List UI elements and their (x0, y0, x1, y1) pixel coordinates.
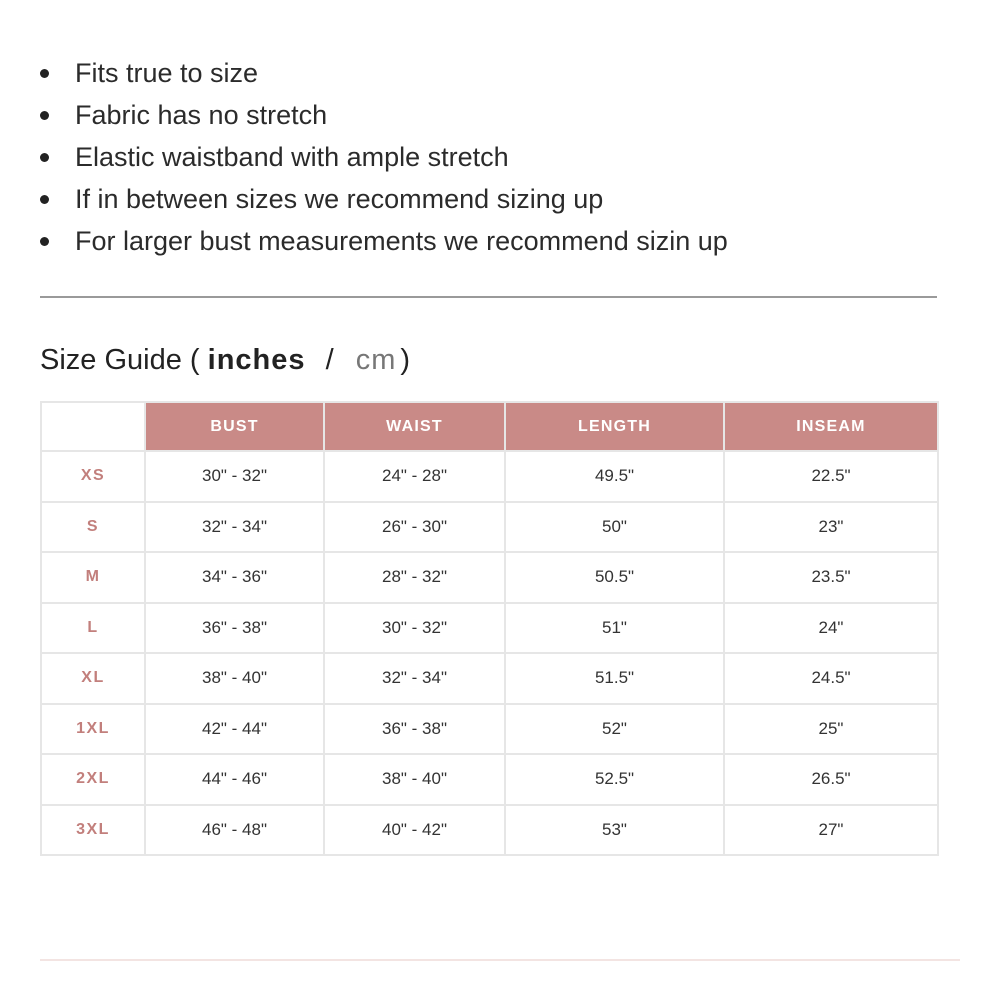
bust-cell: 38" - 40" (145, 653, 324, 704)
unit-toggle-inches[interactable]: inches (207, 344, 306, 376)
fit-note (40, 220, 728, 262)
inseam-cell: 25" (724, 704, 938, 755)
size-guide-title-text: Size Guide ( (40, 344, 200, 376)
length-cell: 52" (505, 704, 724, 755)
bust-cell: 42" - 44" (145, 704, 324, 755)
size-label: S (41, 502, 145, 553)
size-label: 1XL (41, 704, 145, 755)
inseam-cell: 24" (724, 603, 938, 654)
column-header-inseam: INSEAM (724, 402, 938, 451)
fit-note-text: Elastic waistband with ample stretch (75, 142, 509, 172)
waist-cell: 28" - 32" (324, 552, 505, 603)
bust-cell: 46" - 48" (145, 805, 324, 856)
inseam-cell: 27" (724, 805, 938, 856)
column-header-bust: BUST (145, 402, 324, 451)
inseam-cell: 24.5" (724, 653, 938, 704)
bust-cell: 36" - 38" (145, 603, 324, 654)
length-cell: 51.5" (505, 653, 724, 704)
fit-note-text: For larger bust measurements we recommend sizin up (75, 226, 728, 256)
fit-note-text: Fabric has no stretch (75, 100, 328, 130)
size-chart-table (40, 401, 939, 856)
size-label: M (41, 552, 145, 603)
section-divider (40, 296, 937, 298)
unit-toggle-cm[interactable]: cm (355, 344, 397, 376)
length-cell: 51" (505, 603, 724, 654)
bullet-icon (40, 237, 49, 246)
bullet-icon (40, 69, 49, 78)
table-row (41, 603, 938, 654)
size-label: 3XL (41, 805, 145, 856)
length-cell: 49.5" (505, 451, 724, 502)
bust-cell: 32" - 34" (145, 502, 324, 553)
waist-cell: 40" - 42" (324, 805, 505, 856)
table-row (41, 451, 938, 502)
fit-note-text: If in between sizes we recommend sizing up (75, 184, 604, 214)
bullet-icon (40, 153, 49, 162)
waist-cell: 26" - 30" (324, 502, 505, 553)
fit-note-text: Fits true to size (75, 58, 259, 88)
size-guide-title-close: ) (400, 344, 411, 376)
table-row (41, 653, 938, 704)
waist-cell: 32" - 34" (324, 653, 505, 704)
table-header-row (41, 402, 938, 451)
size-label: XS (41, 451, 145, 502)
size-guide-title (40, 340, 410, 380)
column-header-waist: WAIST (324, 402, 505, 451)
fit-notes-list (40, 52, 728, 262)
footer-divider (40, 959, 960, 961)
bullet-icon (40, 111, 49, 120)
bust-cell: 34" - 36" (145, 552, 324, 603)
inseam-cell: 22.5" (724, 451, 938, 502)
table-row (41, 754, 938, 805)
length-cell: 50" (505, 502, 724, 553)
waist-cell: 36" - 38" (324, 704, 505, 755)
table-row (41, 552, 938, 603)
bust-cell: 44" - 46" (145, 754, 324, 805)
table-row (41, 704, 938, 755)
length-cell: 50.5" (505, 552, 724, 603)
fit-note (40, 94, 728, 136)
waist-cell: 24" - 28" (324, 451, 505, 502)
table-row (41, 502, 938, 553)
bullet-icon (40, 195, 49, 204)
length-cell: 53" (505, 805, 724, 856)
bust-cell: 30" - 32" (145, 451, 324, 502)
inseam-cell: 26.5" (724, 754, 938, 805)
size-label: 2XL (41, 754, 145, 805)
length-cell: 52.5" (505, 754, 724, 805)
table-corner-cell (41, 402, 145, 451)
inseam-cell: 23.5" (724, 552, 938, 603)
table-row (41, 805, 938, 856)
column-header-length: LENGTH (505, 402, 724, 451)
inseam-cell: 23" (724, 502, 938, 553)
unit-separator: / (325, 344, 334, 376)
waist-cell: 30" - 32" (324, 603, 505, 654)
fit-note (40, 136, 728, 178)
waist-cell: 38" - 40" (324, 754, 505, 805)
size-label: L (41, 603, 145, 654)
fit-note (40, 178, 728, 220)
fit-note (40, 52, 728, 94)
size-label: XL (41, 653, 145, 704)
